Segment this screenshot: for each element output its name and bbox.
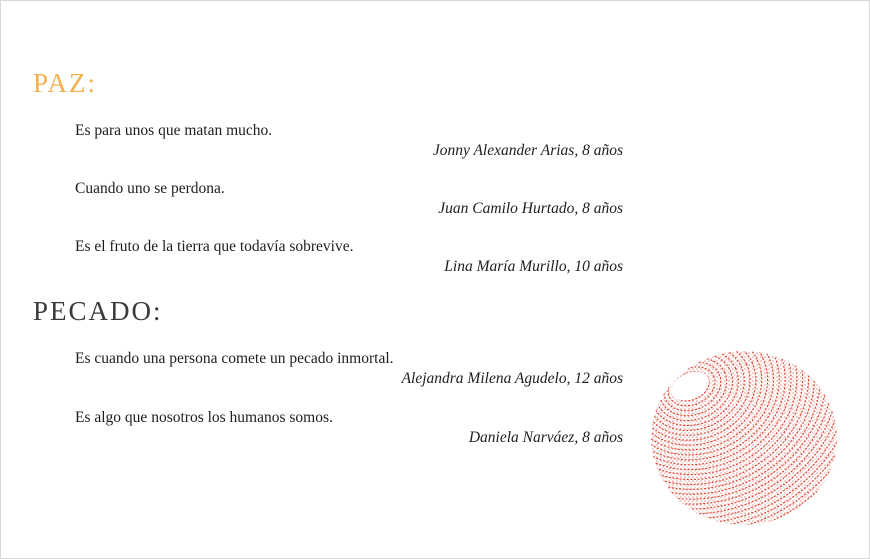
definition-entry (75, 121, 623, 161)
definition-quote: Cuando uno se perdona. (75, 180, 225, 197)
definition-author: Lina María Murillo, 10 años (444, 258, 623, 275)
definition-entry (75, 237, 623, 277)
definition-quote: Es para unos que matan mucho. (75, 122, 273, 139)
section-heading-paz: PAZ: (33, 68, 98, 98)
definition-entry (75, 179, 623, 219)
section-heading-pecado: PECADO: (33, 296, 163, 326)
definition-author: Alejandra Milena Agudelo, 12 años (401, 370, 623, 387)
definition-author: Jonny Alexander Arias, 8 años (432, 142, 623, 159)
definition-quote: Es cuando una persona comete un pecado inmortal. (75, 350, 394, 367)
definition-entry (75, 349, 623, 389)
definition-quote: Es algo que nosotros los humanos somos. (75, 409, 333, 426)
definition-entry (75, 408, 623, 448)
definition-author: Daniela Narváez, 8 años (468, 429, 623, 446)
red-stippled-sphere-icon (648, 348, 840, 528)
definition-quote: Es el fruto de la tierra que todavía sobrevive. (75, 238, 354, 255)
definition-author: Juan Camilo Hurtado, 8 años (438, 200, 623, 217)
